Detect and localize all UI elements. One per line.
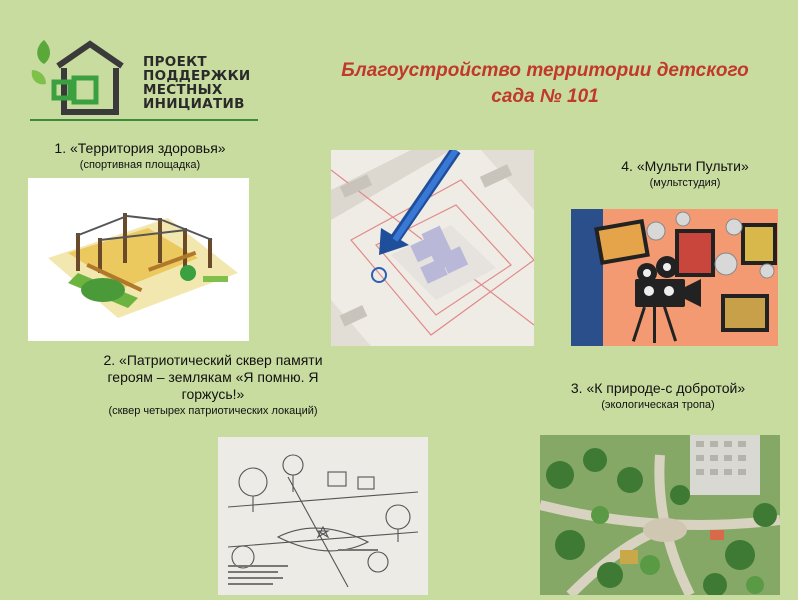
item-4-subtitle: (мультстудия) (649, 177, 721, 189)
item-1-title: 1. «Территория здоровья» (54, 140, 226, 156)
item-3-caption (548, 380, 768, 413)
item-2-subtitle: (сквер четырех патриотических локаций) (108, 405, 318, 417)
house-logo-icon (30, 38, 140, 118)
item-2-title-line-1: 2. «Патриотический сквер памяти (103, 352, 323, 368)
title-line-1: Благоустройство территории детского (341, 60, 749, 81)
item-3-title: 3. «К природе-с добротой» (570, 380, 746, 396)
logo-line: ИНИЦИАТИВ (143, 96, 245, 112)
item-2-title-line-2: героям – землякам «Я помню. Я (107, 369, 319, 385)
item-1-caption (20, 140, 260, 173)
cartoon-studio-image (571, 209, 778, 346)
leaf-icon (37, 40, 50, 64)
item-2-caption (78, 352, 348, 419)
item-1-subtitle: (спортивная площадка) (79, 159, 201, 171)
location-map-image (331, 150, 534, 346)
project-logo (30, 38, 260, 128)
sports-ground-image (28, 178, 249, 341)
logo-line: ПРОЕКТ (143, 54, 207, 70)
item-3-subtitle: (экологическая тропа) (601, 399, 715, 411)
page-title (305, 58, 785, 110)
item-4-caption (590, 158, 780, 191)
logo-line: МЕСТНЫХ (143, 82, 223, 98)
eco-trail-image (540, 435, 780, 595)
square-sketch-image (218, 437, 428, 595)
item-2-title-line-3: горжусь!» (181, 386, 245, 402)
logo-line: ПОДДЕРЖКИ (143, 68, 251, 84)
logo-text (143, 55, 251, 111)
logo-divider (30, 119, 258, 121)
title-line-2: сада № 101 (491, 86, 599, 107)
item-4-title: 4. «Мульти Пульти» (621, 158, 749, 174)
